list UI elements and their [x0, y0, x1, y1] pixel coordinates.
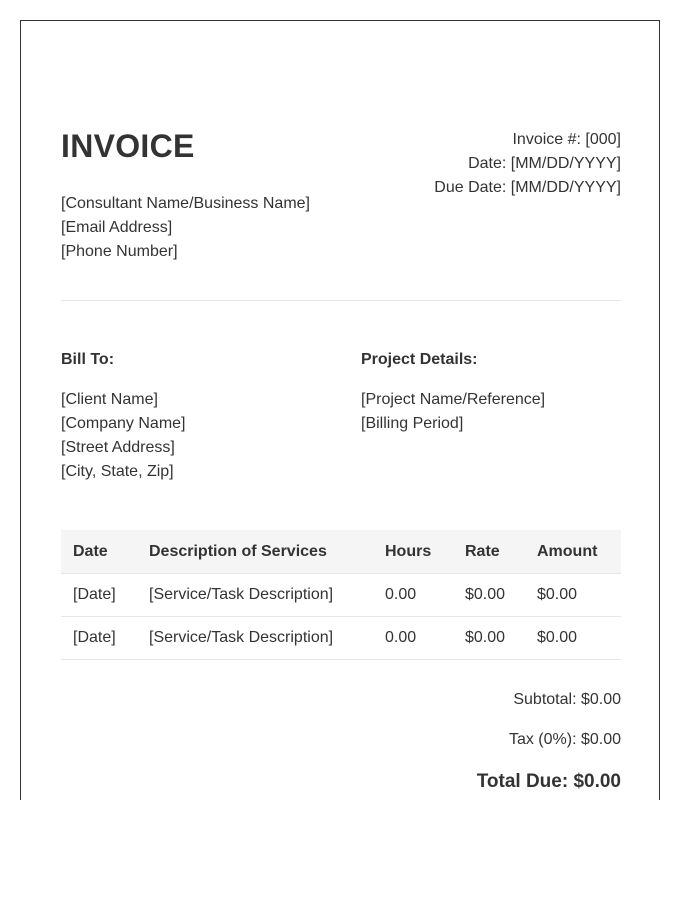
consultant-email: [Email Address]: [61, 219, 173, 236]
invoice-header: [61, 128, 621, 308]
consultant-phone: [Phone Number]: [61, 243, 178, 260]
bill-to-heading: Bill To:: [61, 351, 115, 368]
cell-description: [Service/Task Description]: [137, 617, 373, 660]
cell-description: [Service/Task Description]: [137, 574, 373, 617]
table-header-row: [61, 530, 621, 574]
parties-section: [61, 348, 621, 488]
billing-period: [Billing Period]: [361, 415, 464, 432]
invoice-title: INVOICE: [61, 128, 195, 164]
invoice-due-date: Due Date: [MM/DD/YYYY]: [434, 179, 621, 196]
cell-amount: $0.00: [525, 574, 621, 617]
total-due: Total Due: $0.00: [476, 771, 621, 792]
street-address: [Street Address]: [61, 439, 175, 456]
invoice-date: Date: [MM/DD/YYYY]: [468, 155, 621, 172]
invoice-page: [20, 20, 660, 800]
table-row: [61, 617, 621, 660]
bill-to-section: [61, 348, 321, 484]
cell-date: [Date]: [61, 574, 137, 617]
column-header-rate: Rate: [453, 530, 525, 574]
project-details-section: [361, 348, 621, 436]
invoice-content: [61, 128, 621, 792]
header-divider: [61, 300, 621, 301]
column-header-hours: Hours: [373, 530, 453, 574]
company-name: [Company Name]: [61, 415, 186, 432]
column-header-description: Description of Services: [137, 530, 373, 574]
cell-hours: 0.00: [373, 574, 453, 617]
consultant-info: [61, 192, 310, 264]
invoice-meta: [434, 128, 621, 200]
project-details-heading: Project Details:: [361, 351, 478, 368]
table-row: [61, 574, 621, 617]
subtotal: Subtotal: $0.00: [513, 691, 621, 708]
cell-rate: $0.00: [453, 617, 525, 660]
invoice-number: Invoice #: [000]: [512, 131, 621, 148]
city-state-zip: [City, State, Zip]: [61, 463, 174, 480]
cell-rate: $0.00: [453, 574, 525, 617]
project-name: [Project Name/Reference]: [361, 391, 546, 408]
column-header-amount: Amount: [525, 530, 621, 574]
services-table: [61, 530, 621, 660]
column-header-date: Date: [61, 530, 137, 574]
consultant-name: [Consultant Name/Business Name]: [61, 195, 310, 212]
tax: Tax (0%): $0.00: [508, 731, 621, 748]
cell-amount: $0.00: [525, 617, 621, 660]
client-name: [Client Name]: [61, 391, 158, 408]
totals-section: [321, 690, 621, 794]
cell-date: [Date]: [61, 617, 137, 660]
cell-hours: 0.00: [373, 617, 453, 660]
